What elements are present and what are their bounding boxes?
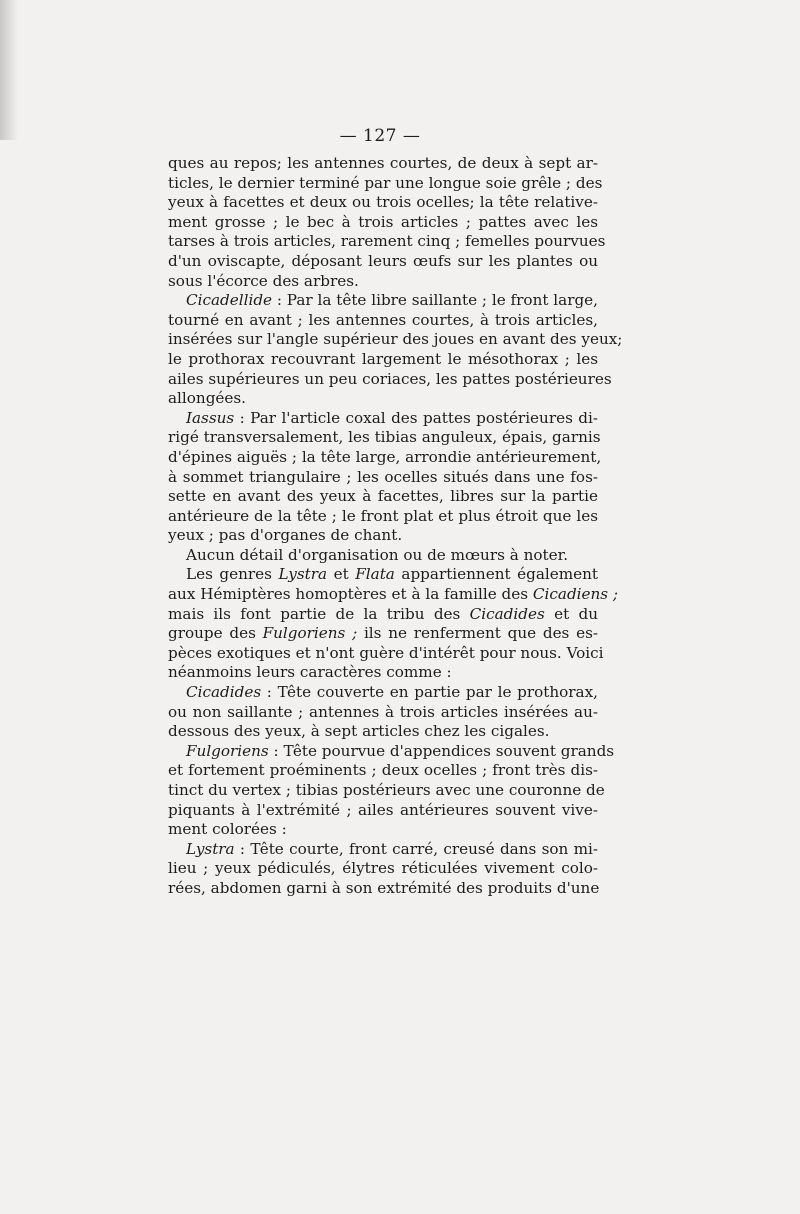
- text-run: : Tête courte, front carré, creusé dans son mi-: [234, 839, 598, 858]
- text-line: piquants à l'extrémité ; ailes antérieures souvent vive-: [168, 800, 598, 819]
- text-line: tinct du vertex ; tibias postérieurs avec une couronne de: [168, 781, 605, 799]
- text-run: et du: [544, 604, 598, 623]
- text-line: ques au repos; les antennes courtes, de deux à sept ar-: [168, 154, 598, 172]
- text-line: antérieure de la tête ; le front plat et plus étroit que les: [168, 506, 598, 525]
- text-run: aux Hémiptères homoptères et à la famille des: [168, 585, 533, 604]
- term-iassus: Iassus: [186, 408, 235, 427]
- text-line: [168, 683, 598, 703]
- text-line: [168, 291, 598, 311]
- text-line: lieu ; yeux pédiculés, élytres réticulées vivement colo-: [168, 859, 598, 878]
- text-line: Aucun détail d'organisation ou de mœurs à noter.: [186, 545, 569, 564]
- page-number: — 127 —: [339, 126, 421, 146]
- text-line: yeux à facettes et deux ou trois ocelles; la tête relative-: [168, 193, 598, 212]
- family-cicadiens: Cicadiens ;: [532, 585, 619, 604]
- text-line: néanmoins leurs caractères comme :: [168, 663, 452, 682]
- genus-lystra: Lystra: [278, 565, 328, 584]
- text-run: mais ils font partie de la tribu des: [168, 604, 470, 623]
- text-run: Les genres: [186, 565, 279, 584]
- text-line: rées, abdomen garni à son extrémité des produits d'une: [168, 878, 600, 897]
- text-line: ment grosse ; le bec à trois articles ; pattes avec les: [168, 212, 598, 231]
- text-line: à sommet triangulaire ; les ocelles situés dans une fos-: [168, 467, 598, 486]
- text-line: tarses à trois articles, rarement cinq ; femelles pourvues: [168, 232, 606, 251]
- text-run: : Tête couverte en partie par le prothorax,: [261, 683, 598, 702]
- text-line: d'un oviscapte, déposant leurs œufs sur les plantes ou: [168, 251, 598, 270]
- text-line: sous l'écorce des arbres.: [168, 271, 359, 290]
- group-fulgoriens: Fulgoriens ;: [262, 624, 358, 643]
- text-line: sette en avant des yeux à facettes, libres sur la partie: [168, 487, 598, 506]
- text-line: d'épines aiguës ; la tête large, arrondie antérieurement,: [168, 447, 602, 466]
- text-line: pèces exotiques et n'ont guère d'intérêt pour nous. Voici: [168, 643, 604, 662]
- text-line: [168, 409, 598, 429]
- term-lystra: Lystra: [186, 839, 235, 858]
- text-line: yeux ; pas d'organes de chant.: [168, 526, 403, 545]
- text-line: [168, 840, 598, 860]
- text-line: tourné en avant ; les antennes courtes, à trois articles,: [168, 310, 598, 329]
- tribe-cicadides: Cicadides: [469, 604, 545, 623]
- text-run: appartiennent également: [394, 565, 598, 584]
- text-run: : Tête pourvue d'appendices souvent grands: [268, 741, 615, 760]
- text-line: le prothorax recouvrant largement le mésothorax ; les: [168, 349, 598, 368]
- text-run: : Par l'article coxal des pattes postérieures di-: [234, 408, 598, 427]
- text-line: [168, 605, 598, 625]
- term-cicadides: Cicadides: [186, 683, 262, 702]
- text-line: [168, 741, 615, 762]
- text-run: groupe des: [168, 624, 263, 643]
- text-line: allongées.: [168, 389, 247, 408]
- text-line: [168, 585, 619, 605]
- text-line: ou non saillante ; antennes à trois articles insérées au-: [168, 702, 598, 721]
- text-run: et: [327, 565, 356, 584]
- page-edge-shadow: [0, 0, 18, 140]
- genus-flata: Flata: [355, 565, 395, 584]
- text-line: ailes supérieures un peu coriaces, les pattes postérieures: [168, 369, 612, 388]
- text-run: ils ne renferment que des es-: [357, 624, 599, 643]
- text-line: et fortement proéminents ; deux ocelles ; front très dis-: [168, 761, 598, 780]
- text-line: [168, 624, 598, 644]
- text-line: ticles, le dernier terminé par une longue soie grêle ; des: [168, 173, 603, 192]
- term-cicadellide: Cicadellide: [186, 291, 273, 310]
- text-line: dessous des yeux, à sept articles chez les cigales.: [168, 722, 550, 741]
- text-line: ment colorées :: [168, 820, 287, 839]
- text-line: [168, 565, 598, 585]
- body-text: [168, 154, 623, 899]
- text-line: insérées sur l'angle supérieur des joues en avant des yeux;: [168, 330, 623, 349]
- text-run: : Par la tête libre saillante ; le front large,: [272, 291, 598, 310]
- term-fulgoriens: Fulgoriens: [186, 741, 269, 760]
- text-line: rigé transversalement, les tibias anguleux, épais, garnis: [168, 428, 601, 447]
